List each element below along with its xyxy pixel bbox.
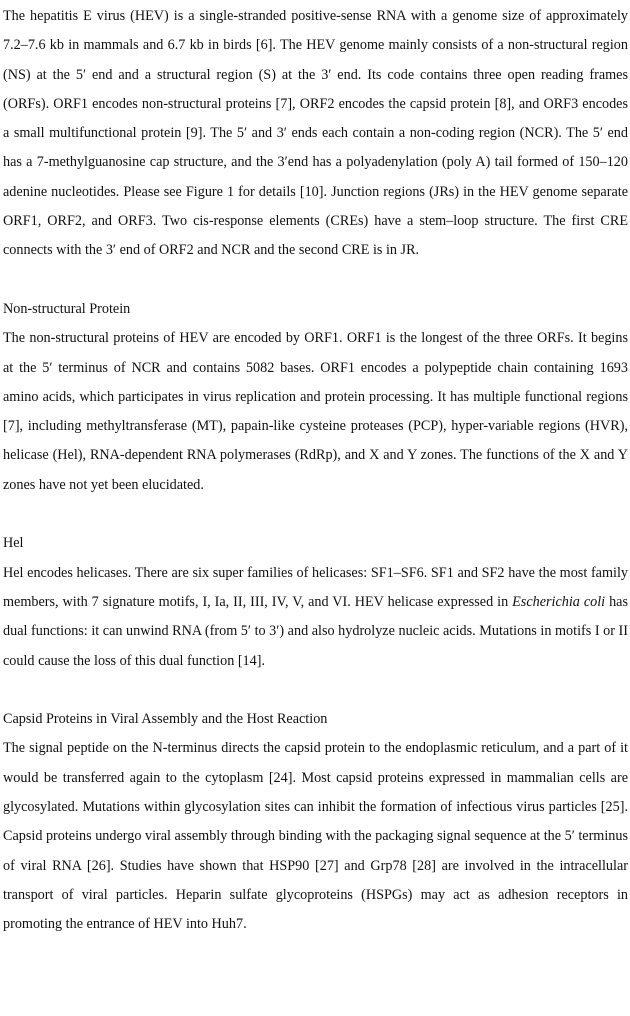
document-page: [3, 2, 628, 940]
intro-paragraph: The hepatitis E virus (HEV) is a single-stranded positive-sense RNA with a genome size of approximately 7.2–7.6 kb in mammals and 6.7 kb in birds [6]. The HEV genome mainly consists of a non-structural region (NS) at the 5′ end and a structural region (S) at the 3′ end. Its code contains three open reading frames (ORFs). ORF1 encodes non-structural proteins [7], ORF2 encodes the capsid protein [8], and ORF3 encodes a small multifunctional protein [9]. The 5′ and 3′ ends each contain a non-coding region (NCR). The 5′ end has a 7-methylguanosine cap structure, and the 3′end has a polyadenylation (poly A) tail formed of 150–120 adenine nucleotides. Please see Figure 1 for details [10]. Junction regions (JRs) in the HEV genome separate ORF1, ORF2, and ORF3. Two cis-response elements (CREs) have a stem–loop structure. The first CRE connects with the 3′ end of ORF2 and NCR and the second CRE is in JR.: [3, 8, 628, 259]
paragraph-spacer: [3, 676, 628, 705]
section-heading-capsid-proteins: Capsid Proteins in Viral Assembly and the Host Reaction: [3, 711, 328, 728]
hel-paragraph: [3, 559, 628, 676]
paragraph-spacer: [3, 500, 628, 529]
section-heading-hel: Hel: [3, 535, 24, 552]
section-heading-non-structural-protein: Non-structural Protein: [3, 300, 131, 317]
paragraph-spacer: [3, 266, 628, 295]
capsid-proteins-paragraph: The signal peptide on the N-terminus directs the capsid protein to the endoplasmic reticulum, and a part of it would be transferred again to the cytoplasm [24]. Most capsid proteins expressed in mammalian cells are glycosylated. Mutations within glycosylation sites can inhibit the formation of infectious virus particles [25]. Capsid proteins undergo viral assembly through binding with the packaging signal sequence at the 5′ terminus of viral RNA [26]. Studies have shown that HSP90 [27] and Grp78 [28] are involved in the intracellular transport of viral particles. Heparin sulfate glycoproteins (HSPGs) may act as adhesion receptors in promoting the entrance of HEV into Huh7.: [3, 740, 628, 933]
hel-text-after: has dual functions: it can unwind RNA (from 5′ to 3′) and also hydrolyze nucleic acids. Mutations in motifs I or II could cause the loss of this dual function [14].: [3, 593, 628, 669]
hel-species-italic: Escherichia coli: [512, 593, 606, 610]
non-structural-protein-paragraph: The non-structural proteins of HEV are encoded by ORF1. ORF1 is the longest of the three ORFs. It begins at the 5′ terminus of NCR and contains 5082 bases. ORF1 encodes a polypeptide chain containing 1693 amino acids, which participates in virus replication and protein processing. It has multiple functional regions [7], including methyltransferase (MT), papain-like cysteine proteases (PCP), hyper-variable regions (HVR), helicase (Hel), RNA-dependent RNA polymerases (RdRp), and X and Y zones. The functions of the X and Y zones have not yet been elucidated.: [3, 330, 628, 493]
hel-text-before: Hel encodes helicases. There are six super families of helicases: SF1–SF6. SF1 and SF2 have the most family members, with 7 signature motifs, I, Ia, II, III, IV, V, and VI. HEV helicase expressed in: [3, 564, 628, 610]
